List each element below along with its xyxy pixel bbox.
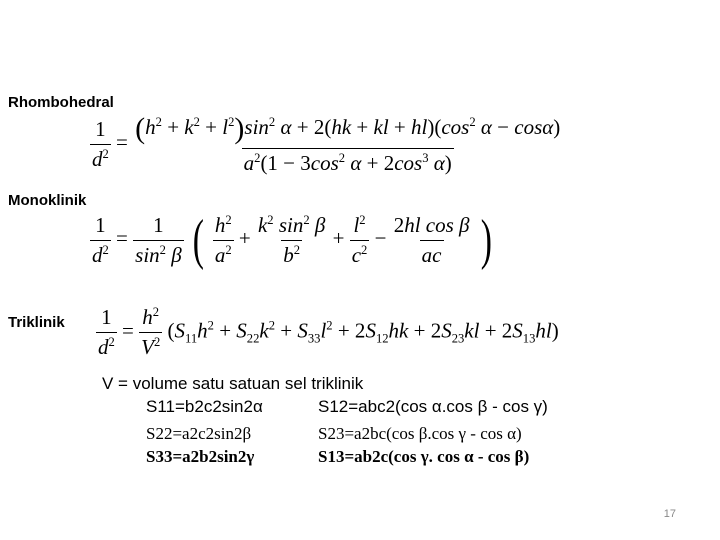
rhombohedral-equation: $\frac{1}{d^2}$ = $\frac{(h^2 + k^2 + l^2)\sin^2 \alpha + 2(hk + kl + hl)(\cos^2 \alpha - \cos\alpha)}{a^2(1 - 3\cos^2 \alpha + 2\cos^3 \alpha)}$ — [92, 112, 561, 175]
s13-definition: S13=ab2c(cos γ. cos α - cos β) — [318, 447, 530, 466]
s33-definition: S33=a2b2sin2γ — [146, 447, 255, 466]
s23-definition: S23=a2bc(cos β.cos γ - cos α) — [318, 424, 522, 443]
triklinik-label: Triklinik — [8, 314, 65, 331]
s12-definition: S12=abc2(cos α.cos β - cos γ) — [318, 397, 548, 416]
volume-note: V = volume satu satuan sel triklinik — [102, 374, 364, 393]
page-number: 17 — [663, 508, 676, 520]
rhombohedral-label: Rhombohedral — [8, 94, 114, 111]
monoklinik-label: Monoklinik — [8, 192, 87, 209]
s22-definition: S22=a2c2sin2β — [146, 424, 252, 443]
monoklinik-equation: $\frac{1}{d^2}$ = $\frac{1}{\sin^2 \beta}$ ( $\frac{h^2}{a^2}$ + $\frac{k^2 \sin^2 \beta}{b^2}$ + $\frac{l^2}{c^2}$ − $\frac{\text{2hl cos β}}{ac}$ ) — [92, 209, 492, 271]
triklinik-equation: $\frac{1}{d^2}$ = $\frac{h^2}{V^2}$ $(S_{11}h^2 + S_{22}k^2 + S_{33}l^2 + 2S_{12}hk + 2S_{23}kl + 2S_{13}hl)$ — [98, 305, 559, 359]
s11-definition: S11=b2c2sin2α — [146, 397, 263, 416]
